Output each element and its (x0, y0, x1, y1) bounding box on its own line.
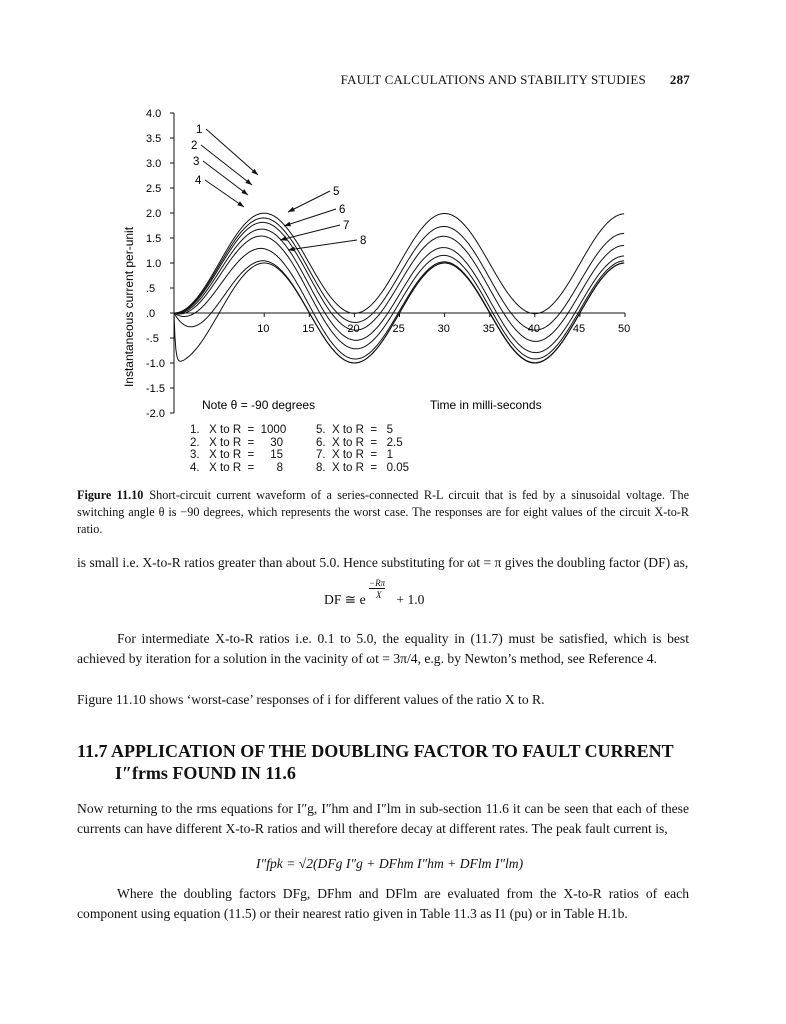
y-tick-label: 4.0 (146, 108, 162, 120)
y-tick-label: -.5 (146, 333, 159, 345)
running-title: FAULT CALCULATIONS AND STABILITY STUDIES (340, 72, 646, 87)
leader-arrowhead (288, 207, 295, 212)
curve-number-label: 6 (339, 204, 346, 216)
curve-number-label: 3 (193, 156, 200, 168)
x-tick-label: 15 (302, 323, 315, 335)
leader-line (203, 161, 248, 195)
legend-entry: 7. X to R = 1 (316, 449, 394, 461)
y-tick-label: 3.5 (146, 133, 162, 145)
legend-entry: 1. X to R = 1000 (190, 424, 287, 436)
paragraph-4: Now returning to the rms equations for I″g, I″hm and I″lm in sub-section 11.6 it can be seen that each of these currents can have different X-to-R ratios and will therefore decay at different rates. The peak fault current is, (77, 801, 689, 836)
paragraph-3: Figure 11.10 shows ‘worst-case’ responses of i for different values of the ratio X to R. (77, 692, 545, 707)
curve-number-label: 5 (333, 186, 340, 198)
legend-entry: 5. X to R = 5 (316, 424, 394, 436)
leader-line (280, 225, 340, 240)
legend-entry: 3. X to R = 15 (190, 449, 284, 461)
legend-entry: 8. X to R = 0.05 (316, 461, 410, 474)
curve-number-label: 2 (191, 140, 198, 152)
section-heading (77, 740, 697, 784)
paragraph-2: For intermediate X-to-R ratios i.e. 0.1 to 5.0, the equality in (11.7) must be satisfied, which is best achieved by iteration for a solution in the vacinity of ωt = 3π/4, e.g. by Newton’s method, see Reference 4. (77, 631, 689, 666)
legend-entry: 2. X to R = 30 (190, 436, 284, 449)
y-tick-label: -2.0 (146, 408, 165, 420)
leader-arrowhead (280, 236, 287, 241)
paragraph-5: Where the doubling factors DFg, DFhm and DFlm are evaluated from the X-to-R ratios of each component using equation (11.5) or their nearest ratio given in Table 11.3 as I1 (pu) or in Table H.1b. (77, 886, 689, 921)
paragraph-1: is small i.e. X-to-R ratios greater than about 5.0. Hence substituting for ωt = π gives the doubling factor (DF) as, (77, 555, 689, 570)
x-axis-label: Time in milli-seconds (430, 398, 542, 412)
eq1-exp-num: −Rπ (369, 578, 386, 588)
x-tick-label: 50 (618, 323, 631, 335)
curve-1 (174, 213, 624, 313)
caption-text: Short-circuit current waveform of a series-connected R-L circuit that is fed by a sinusoidal voltage. The switching angle θ is −90 degrees, which represents the worst case. The responses are for eight values of the circuit X-to-R ratio. (77, 488, 689, 536)
y-tick-label: 2.5 (146, 183, 162, 195)
caption-label: Figure 11.10 (77, 488, 144, 502)
y-tick-label: 1.5 (146, 233, 162, 245)
x-tick-label: 35 (482, 323, 495, 335)
leader-line (206, 129, 258, 175)
x-tick-label: 45 (572, 323, 586, 335)
chart-curves (174, 213, 624, 363)
y-tick-label: 2.0 (146, 208, 162, 220)
y-tick-label: .0 (146, 308, 156, 320)
curve-number-label: 1 (196, 124, 203, 136)
note-text: Note θ = -90 degrees (202, 398, 316, 412)
page-number: 287 (669, 72, 690, 87)
section-title: APPLICATION OF THE DOUBLING FACTOR TO FAULT CURRENT (111, 741, 674, 761)
y-tick-label: .5 (146, 283, 156, 295)
curve-5 (174, 236, 624, 359)
curve-number-label: 4 (195, 175, 202, 187)
eq1-rhs: + 1.0 (396, 592, 425, 607)
leader-line (288, 191, 330, 212)
equation-peak-current: I″fpk = √2(DFg I″g + DFhm I″hm + DFlm I″lm) (256, 856, 524, 871)
leader-arrowhead (237, 201, 244, 207)
y-tick-label: 3.0 (146, 158, 162, 170)
leader-arrowhead (241, 189, 248, 195)
section-title-line2: I″frms FOUND IN 11.6 (115, 763, 296, 783)
x-tick-label: 30 (437, 323, 450, 335)
y-tick-label: -1.0 (146, 358, 165, 370)
eq1-lhs: DF ≅ e (324, 592, 366, 607)
curve-number-label: 8 (360, 235, 367, 247)
eq1-exp-den: X (376, 590, 382, 600)
legend-col-1 (190, 424, 286, 474)
legend-entry: 4. X to R = 8 (190, 461, 283, 474)
curve-number-label: 7 (343, 220, 350, 232)
legend-col-2 (316, 424, 409, 474)
figure-caption (77, 487, 689, 538)
section-number: 11.7 (77, 741, 108, 761)
x-tick-label: 20 (347, 323, 360, 335)
y-tick-label: 1.0 (146, 258, 162, 270)
x-tick-label: 40 (527, 323, 541, 335)
y-tick-label: -1.5 (146, 383, 165, 395)
legend-entry: 6. X to R = 2.5 (316, 436, 403, 449)
x-tick-label: 25 (392, 323, 405, 335)
y-axis-label: Instantaneous current per-unit (122, 226, 136, 388)
leader-arrowhead (284, 222, 291, 227)
x-tick-label: 10 (257, 323, 270, 335)
leader-line (205, 180, 244, 207)
waveform-chart (0, 0, 786, 480)
